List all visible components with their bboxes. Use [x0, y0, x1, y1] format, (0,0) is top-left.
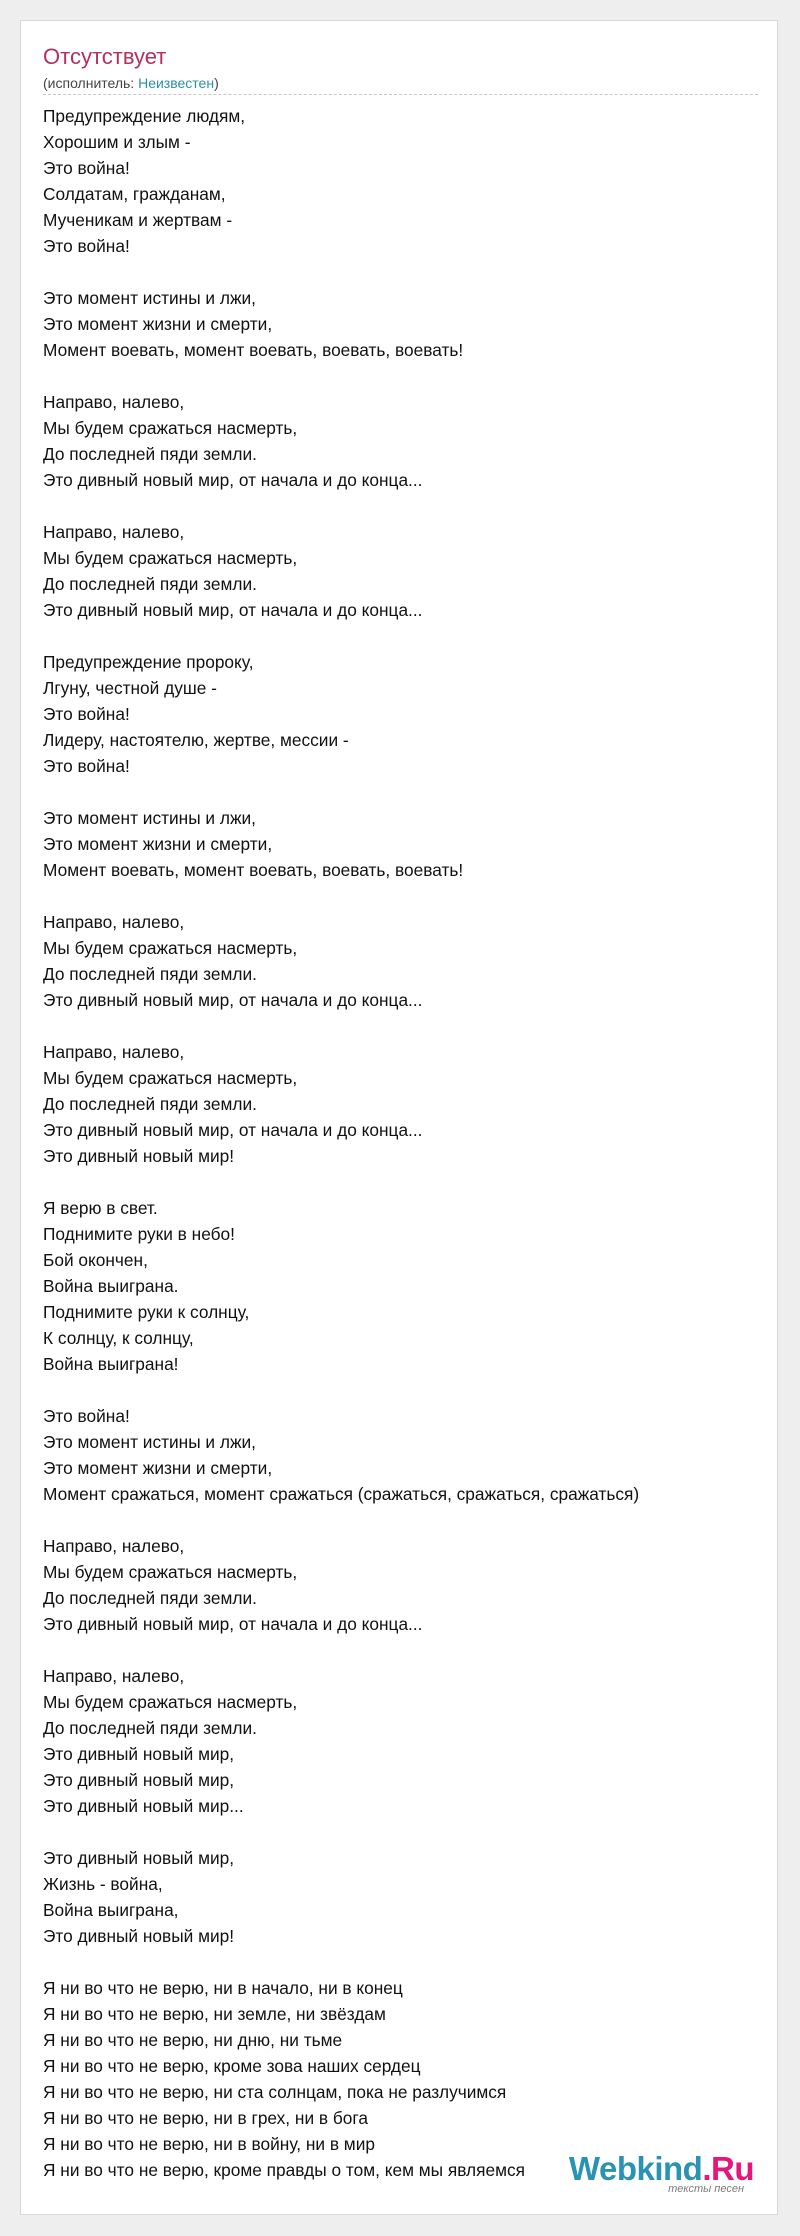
lyric-line: Это момент жизни и смерти,	[43, 314, 273, 334]
lyric-line: Хорошим и злым -	[43, 132, 191, 152]
stanza-gap	[43, 1169, 773, 1195]
lyric-line: Это война!	[43, 158, 130, 178]
logo-main-text: Webkind	[568, 2150, 703, 2187]
lyric-line: Момент сражаться, момент сражаться (сражаться, сражаться, сражаться)	[43, 1484, 640, 1504]
lyric-line: До последней пяди земли.	[43, 1588, 257, 1608]
lyric-line: Это война!	[43, 1406, 130, 1426]
lyric-line: Момент воевать, момент воевать, воевать, воевать!	[43, 860, 464, 880]
lyric-line: Лидеру, настоятелю, жертве, мессии -	[43, 730, 349, 750]
lyric-line: Это момент истины и лжи,	[43, 288, 256, 308]
lyric-line: Направо, налево,	[43, 1042, 185, 1062]
lyric-line: Это дивный новый мир,	[43, 1744, 235, 1764]
lyric-line: Лгуну, честной душе -	[43, 678, 217, 698]
lyric-line: До последней пяди земли.	[43, 1718, 257, 1738]
lyric-line: Я верю в свет.	[43, 1198, 158, 1218]
site-logo[interactable]	[560, 2150, 760, 2196]
lyric-line: Направо, налево,	[43, 522, 185, 542]
lyric-line: Поднимите руки в небо!	[43, 1224, 235, 1244]
lyric-line: Жизнь - война,	[43, 1874, 163, 1894]
lyric-line: Направо, налево,	[43, 1666, 185, 1686]
lyric-line: Мы будем сражаться насмерть,	[43, 1562, 298, 1582]
lyric-line: Я ни во что не верю, кроме зова наших сердец	[43, 2056, 421, 2076]
lyric-line: Направо, налево,	[43, 912, 185, 932]
stanza-gap	[43, 1819, 773, 1845]
lyric-line: Это дивный новый мир, от начала и до конца...	[43, 990, 423, 1010]
lyric-line: До последней пяди земли.	[43, 1094, 257, 1114]
lyric-line: Направо, налево,	[43, 392, 185, 412]
lyric-line: Это война!	[43, 704, 130, 724]
stanza-gap	[43, 259, 773, 285]
lyric-line: К солнцу, к солнцу,	[43, 1328, 194, 1348]
stanza-gap	[43, 1507, 773, 1533]
stanza-gap	[43, 1377, 773, 1403]
stanza-gap	[43, 1637, 773, 1663]
lyric-line: До последней пяди земли.	[43, 574, 257, 594]
title-divider	[43, 94, 758, 95]
lyric-line: До последней пяди земли.	[43, 444, 257, 464]
lyric-line: Бой окончен,	[43, 1250, 148, 1270]
lyric-line: Война выиграна!	[43, 1354, 179, 1374]
stanza-gap	[43, 1949, 773, 1975]
lyric-line: Мы будем сражаться насмерть,	[43, 1068, 298, 1088]
lyric-line: Момент воевать, момент воевать, воевать, воевать!	[43, 340, 464, 360]
stanza-gap	[43, 363, 773, 389]
lyric-line: Я ни во что не верю, ни ста солнцам, пока не разлучимся	[43, 2082, 507, 2102]
lyric-line: Это дивный новый мир...	[43, 1796, 244, 1816]
lyric-line: Это дивный новый мир, от начала и до конца...	[43, 1614, 423, 1634]
lyric-line: Это дивный новый мир!	[43, 1926, 235, 1946]
lyric-line: Мы будем сражаться насмерть,	[43, 548, 298, 568]
lyric-line: Это момент истины и лжи,	[43, 808, 256, 828]
lyric-line: До последней пяди земли.	[43, 964, 257, 984]
lyric-line: Мы будем сражаться насмерть,	[43, 1692, 298, 1712]
lyric-line: Мы будем сражаться насмерть,	[43, 938, 298, 958]
lyric-line: Я ни во что не верю, ни в начало, ни в конец	[43, 1978, 403, 1998]
logo-suffix-text: .Ru	[702, 2150, 754, 2187]
lyric-line: Это момент жизни и смерти,	[43, 834, 273, 854]
lyric-line: Это война!	[43, 236, 130, 256]
song-title: Отсутствует	[43, 44, 167, 69]
lyric-line: Война выиграна.	[43, 1276, 179, 1296]
performer-suffix: )	[214, 75, 219, 91]
lyric-line: Предупреждение людям,	[43, 106, 246, 126]
lyric-line: Я ни во что не верю, кроме правды о том, кем мы являемся	[43, 2160, 525, 2180]
lyric-line: Это дивный новый мир, от начала и до конца...	[43, 600, 423, 620]
lyric-line: Война выиграна,	[43, 1900, 179, 1920]
lyric-line: Солдатам, гражданам,	[43, 184, 226, 204]
lyric-line: Предупреждение пророку,	[43, 652, 254, 672]
lyrics-card	[20, 20, 778, 2215]
lyric-line: Это дивный новый мир!	[43, 1146, 235, 1166]
stanza-gap	[43, 623, 773, 649]
lyric-line: Мы будем сражаться насмерть,	[43, 418, 298, 438]
performer-prefix: (исполнитель:	[43, 75, 139, 91]
lyric-line: Это война!	[43, 756, 130, 776]
lyric-line: Я ни во что не верю, ни в войну, ни в мир	[43, 2134, 375, 2154]
lyric-line: Я ни во что не верю, ни земле, ни звёздам	[43, 2004, 386, 2024]
lyric-line: Это момент истины и лжи,	[43, 1432, 256, 1452]
stanza-gap	[43, 779, 773, 805]
lyric-line: Направо, налево,	[43, 1536, 185, 1556]
lyrics-text	[43, 103, 773, 2183]
stanza-gap	[43, 1013, 773, 1039]
logo-tagline: тексты песен	[668, 2183, 744, 2195]
lyric-line: Это дивный новый мир,	[43, 1770, 235, 1790]
performer-line	[43, 74, 219, 92]
lyric-line: Я ни во что не верю, ни дню, ни тьме	[43, 2030, 343, 2050]
lyric-line: Это дивный новый мир, от начала и до конца...	[43, 470, 423, 490]
lyric-line: Я ни во что не верю, ни в грех, ни в бога	[43, 2108, 368, 2128]
artist-link[interactable]: Неизвестен	[138, 75, 215, 91]
lyric-line: Мученикам и жертвам -	[43, 210, 233, 230]
stanza-gap	[43, 883, 773, 909]
lyric-line: Поднимите руки к солнцу,	[43, 1302, 250, 1322]
lyric-line: Это дивный новый мир,	[43, 1848, 235, 1868]
stanza-gap	[43, 493, 773, 519]
lyric-line: Это момент жизни и смерти,	[43, 1458, 273, 1478]
lyric-line: Это дивный новый мир, от начала и до конца...	[43, 1120, 423, 1140]
